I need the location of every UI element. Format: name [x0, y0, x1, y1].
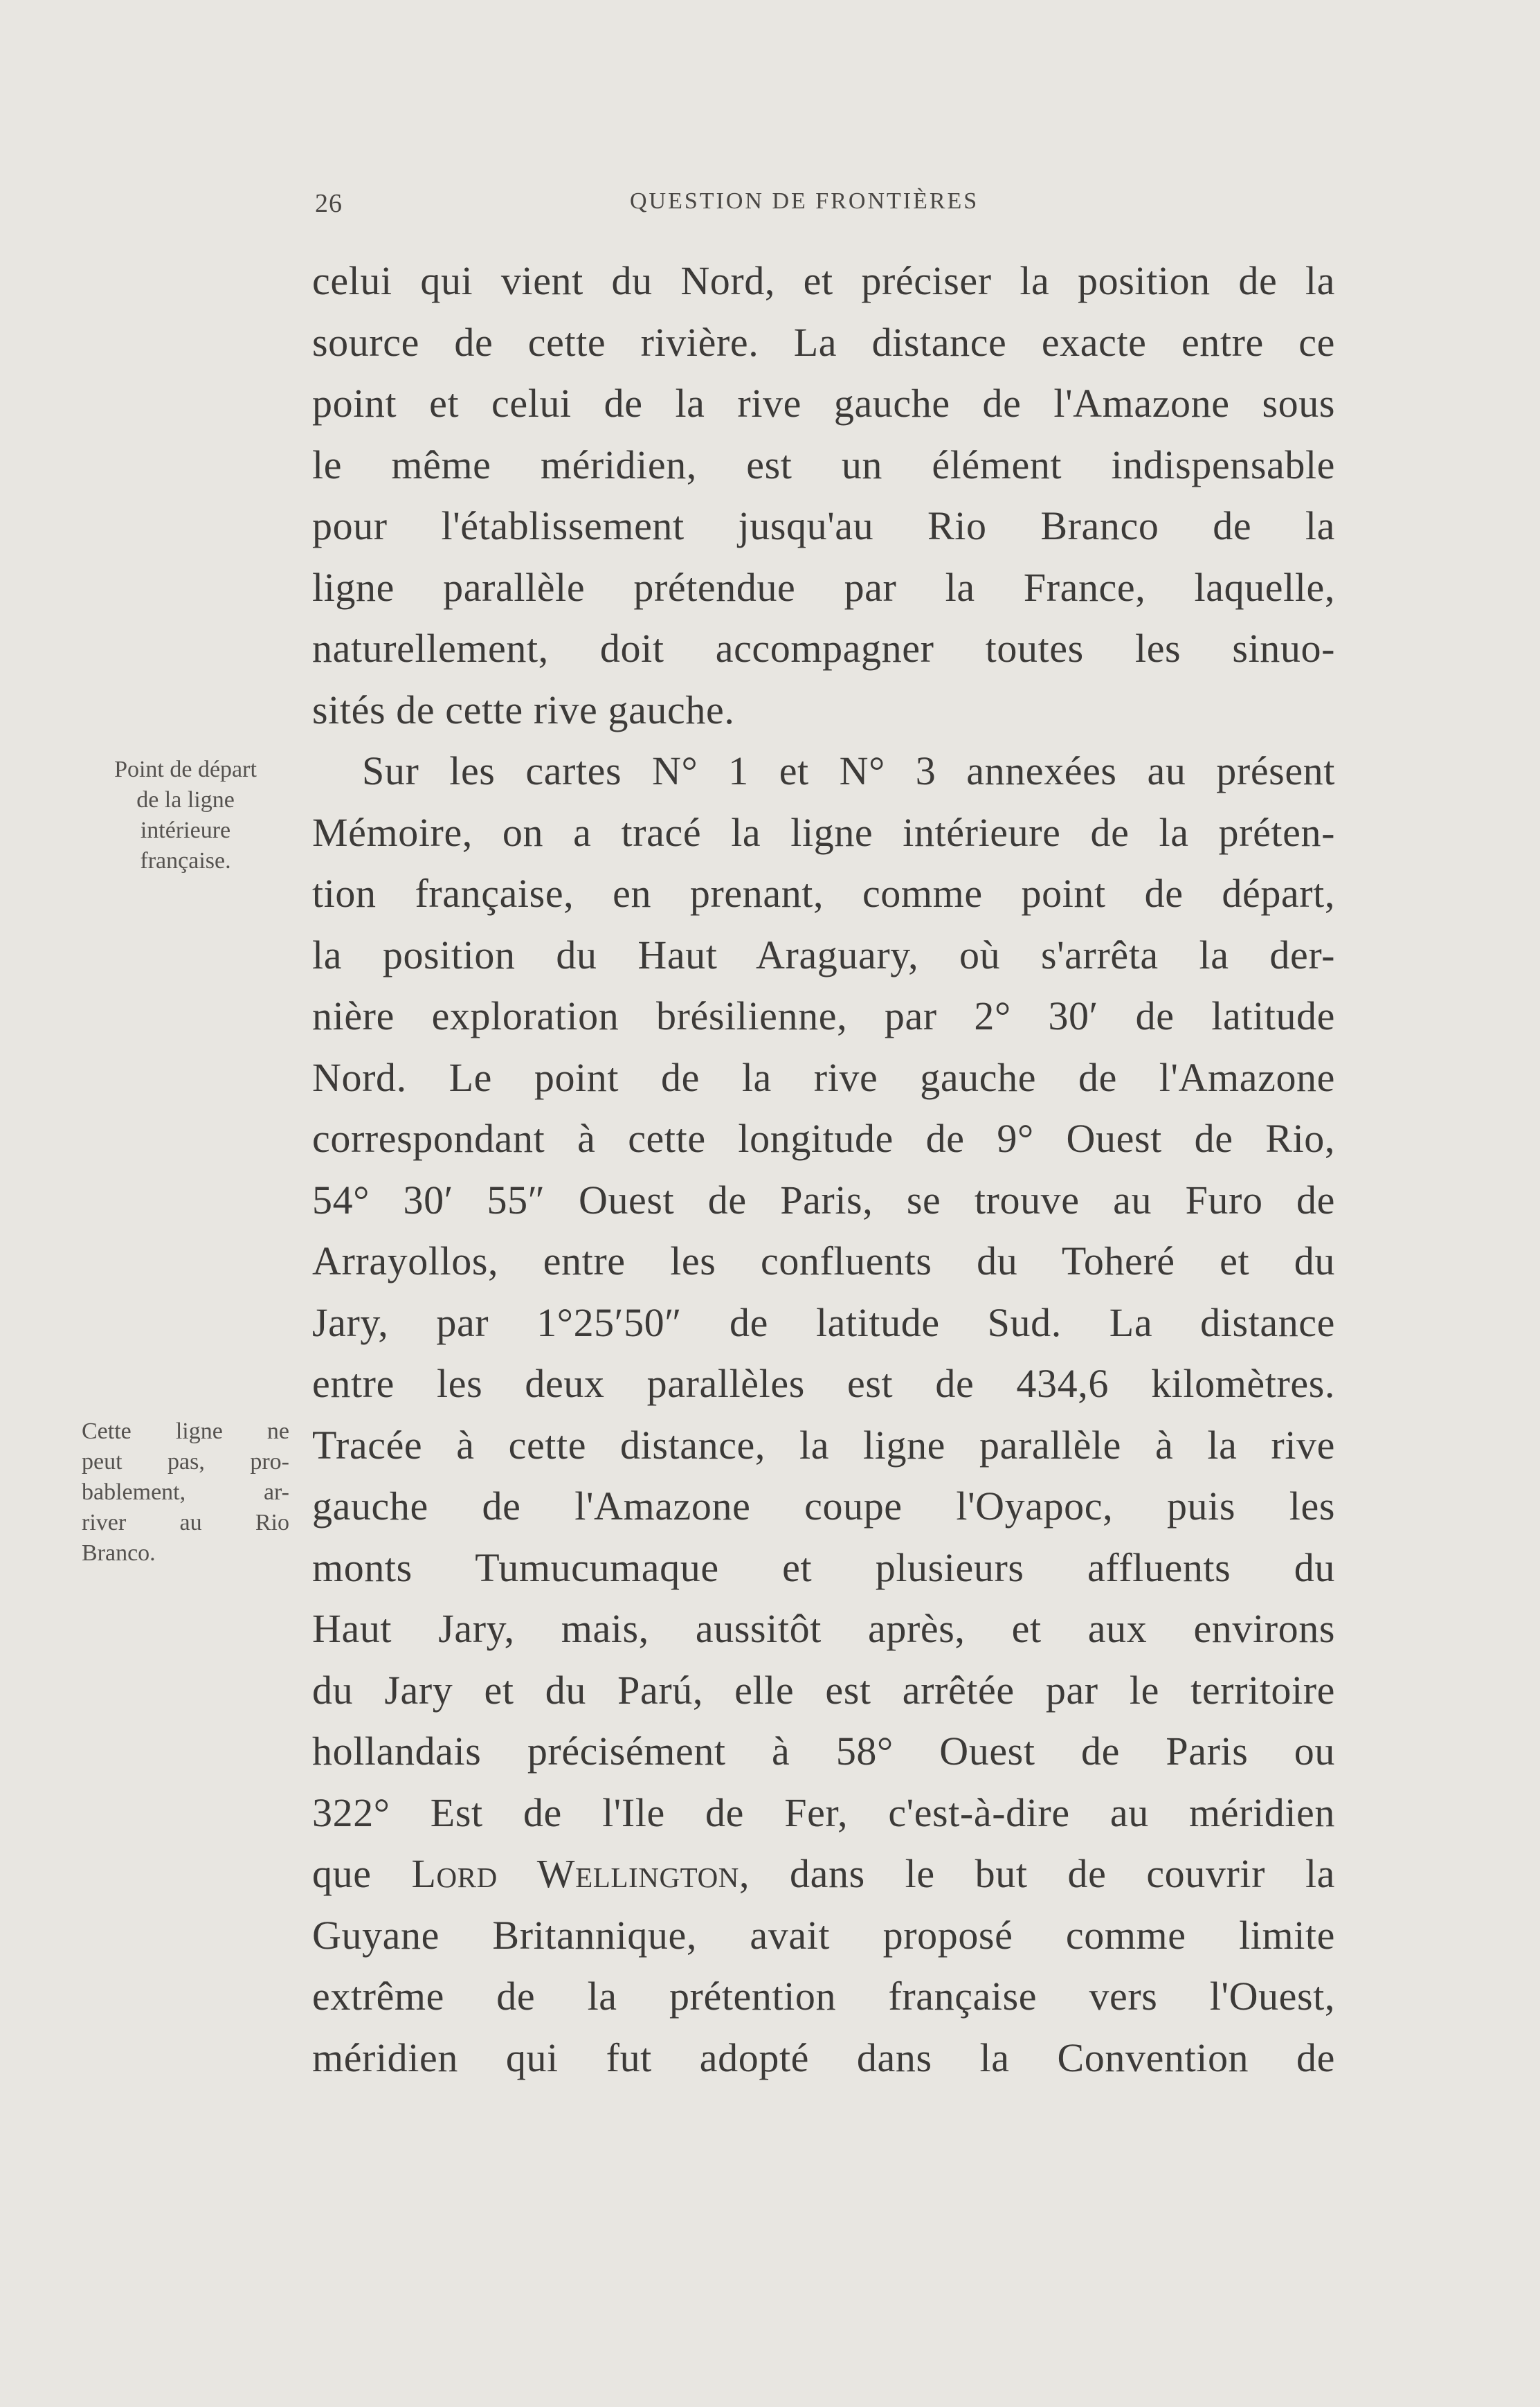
body-line: Guyane Britannique, avait proposé comme limite — [312, 1912, 1335, 1958]
body-line: Arrayollos, entre les confluents du Toheré et du — [312, 1238, 1335, 1283]
running-header — [315, 188, 1336, 223]
body-line: pour l'établissement jusqu'au Rio Branco de la — [312, 503, 1335, 548]
name-small-caps: Lord Wellington — [411, 1851, 740, 1896]
margin-note-line: peut pas, pro- — [82, 1449, 289, 1475]
body-line: source de cette rivière. La distance exacte entre ce — [312, 319, 1335, 365]
margin-note-rio-branco — [82, 1416, 289, 1569]
body-line: Sur les cartes N° 1 et N° 3 annexées au présent — [362, 748, 1335, 793]
body-line: le même méridien, est un élément indispensable — [312, 442, 1335, 487]
body-line: point et celui de la rive gauche de l'Amazone sous — [312, 381, 1335, 426]
body-line: 322° Est de l'Ile de Fer, c'est-à-dire au méridien — [312, 1790, 1335, 1835]
body-line: Mémoire, on a tracé la ligne intérieure de la préten- — [312, 809, 1335, 855]
body-line: Nord. Le point de la rive gauche de l'Amazone — [312, 1054, 1335, 1100]
margin-note-line: française. — [140, 848, 231, 874]
body-text — [312, 251, 1335, 2089]
margin-note-line: de la ligne — [136, 787, 235, 813]
body-line: que Lord Wellington, dans le but de couvrir la — [312, 1851, 1335, 1896]
margin-note-starting-point — [82, 755, 289, 876]
margin-note-line: river au Rio — [82, 1510, 289, 1535]
margin-note-line: intérieure — [140, 818, 231, 843]
body-line: du Jary et du Parú, elle est arrêtée par le territoire — [312, 1667, 1335, 1713]
margin-note-line: bablement, ar- — [82, 1479, 289, 1505]
body-line: extrême de la prétention française vers l'Ouest, — [312, 1974, 1335, 2019]
body-line: ligne parallèle prétendue par la France, laquelle, — [312, 564, 1335, 610]
body-line: méridien qui fut adopté dans la Convention de — [312, 2035, 1335, 2080]
body-line: correspondant à cette longitude de 9° Ouest de Rio, — [312, 1116, 1335, 1161]
body-line: naturellement, doit accompagner toutes les sinuo- — [312, 626, 1335, 671]
body-line: celui qui vient du Nord, et préciser la position de la — [312, 258, 1335, 303]
margin-note-line: Point de départ — [114, 757, 257, 782]
margin-note-line: Branco. — [82, 1540, 156, 1566]
body-line: tion française, en prenant, comme point de départ, — [312, 871, 1335, 916]
body-line: Haut Jary, mais, aussitôt après, et aux environs — [312, 1606, 1335, 1651]
body-line: Jary, par 1°25′50″ de latitude Sud. La distance — [312, 1299, 1335, 1345]
body-line: Tracée à cette distance, la ligne parallèle à la rive — [312, 1422, 1335, 1468]
running-title: QUESTION DE FRONTIÈRES — [630, 188, 979, 214]
body-line: monts Tumucumaque et plusieurs affluents du — [312, 1544, 1335, 1590]
body-line: gauche de l'Amazone coupe l'Oyapoc, puis les — [312, 1484, 1335, 1529]
margin-note-line: Cette ligne ne — [82, 1418, 289, 1444]
body-line: sités de cette rive gauche. — [312, 687, 735, 732]
body-line: nière exploration brésilienne, par 2° 30′ de latitude — [312, 993, 1335, 1038]
body-line: 54° 30′ 55″ Ouest de Paris, se trouve au Furo de — [312, 1177, 1335, 1223]
page-number: 26 — [315, 189, 343, 218]
body-line: hollandais précisément à 58° Ouest de Paris ou — [312, 1729, 1335, 1774]
body-line: entre les deux parallèles est de 434,6 kilomètres. — [312, 1361, 1335, 1406]
body-line: la position du Haut Araguary, où s'arrêta la der- — [312, 932, 1335, 977]
